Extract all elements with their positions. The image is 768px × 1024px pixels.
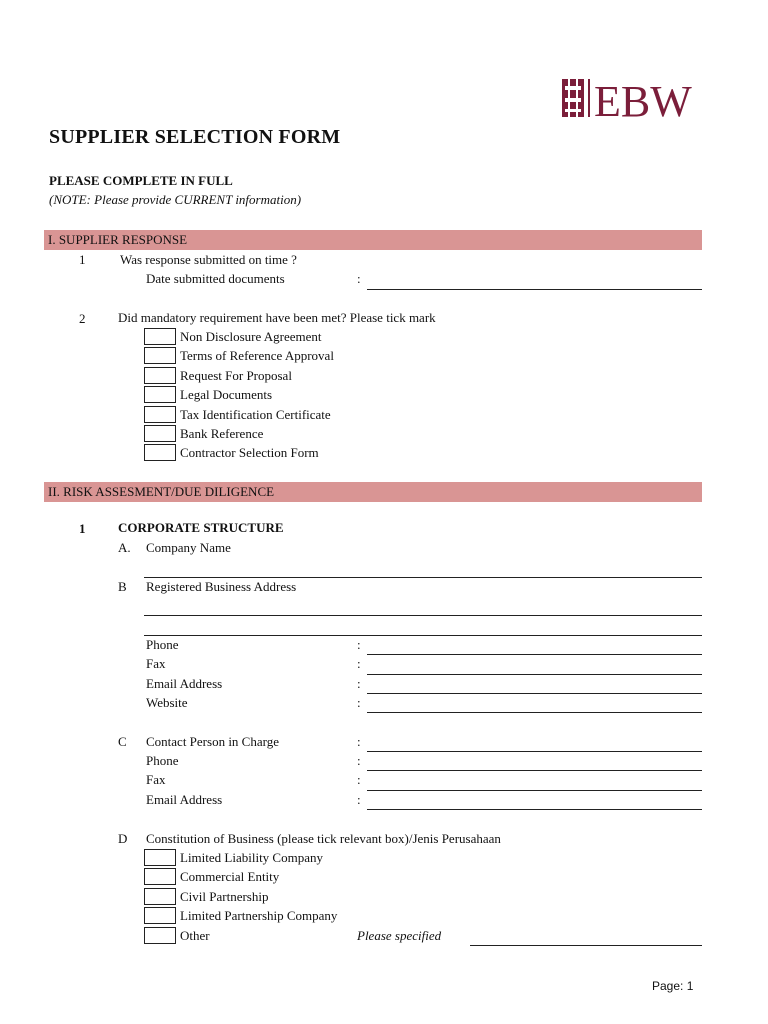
checklist-label: Request For Proposal [180,368,292,383]
section-header-supplier-response [44,230,702,250]
business-phone-field[interactable] [367,654,702,655]
field-label-company-name: Company Name [146,540,231,555]
checklist-label: Legal Documents [180,387,273,402]
colon: : [357,271,361,286]
date-submitted-field[interactable] [367,289,702,290]
checkbox[interactable] [144,425,176,442]
question-number: 2 [79,311,86,326]
field-label-contact-email: Email Address [146,792,223,807]
checkbox[interactable] [144,888,176,905]
checklist-label: Commercial Entity [180,869,280,884]
contact-email-field[interactable] [367,809,702,810]
contact-fax-field[interactable] [367,790,702,791]
field-label-constitution: Constitution of Business (please tick relevant box)/Jenis Perusahaan [146,831,501,846]
field-label-date-submitted: Date submitted documents [146,271,285,286]
website-field[interactable] [367,712,702,713]
checklist-label: Non Disclosure Agreement [180,329,322,344]
ebw-logo-mark [562,76,698,120]
item-letter: D [118,831,128,846]
checkbox[interactable] [144,347,176,364]
colon: : [357,637,361,652]
field-label-website: Website [146,695,188,710]
question-text: Was response submitted on time ? [120,252,297,267]
page-number: Page: 1 [652,979,694,993]
checkbox[interactable] [144,386,176,403]
checkbox[interactable] [144,406,176,423]
checkbox[interactable] [144,927,176,944]
registered-address-field[interactable] [144,615,702,616]
checkbox[interactable] [144,907,176,924]
checklist-label: Bank Reference [180,426,264,441]
section-title: II. RISK ASSESMENT/DUE DILIGENCE [48,484,275,499]
contact-person-field[interactable] [367,751,702,752]
checkbox[interactable] [144,328,176,345]
item-letter: A. [118,540,131,555]
field-label-contact-fax: Fax [146,772,166,787]
registered-address-field-2[interactable] [144,635,702,636]
business-email-field[interactable] [367,693,702,694]
page-title: SUPPLIER SELECTION FORM [49,126,341,148]
business-fax-field[interactable] [367,674,702,675]
item-letter: C [118,734,127,749]
checklist-label: Other [180,928,210,943]
colon: : [357,792,361,807]
field-label-contact-phone: Phone [146,753,179,768]
company-name-field[interactable] [144,577,702,578]
logo-text: EBW [594,77,692,120]
field-label-fax: Fax [146,656,166,671]
colon: : [357,676,361,691]
field-label-contact-person: Contact Person in Charge [146,734,279,749]
colon: : [357,734,361,749]
checkbox[interactable] [144,444,176,461]
company-logo [562,76,698,125]
field-label-registered-address: Registered Business Address [146,579,297,594]
colon: : [357,753,361,768]
field-label-phone: Phone [146,637,179,652]
item-letter: B [118,579,127,594]
checkbox[interactable] [144,367,176,384]
colon: : [357,695,361,710]
checklist-label: Contractor Selection Form [180,445,319,460]
instructions-heading: PLEASE COMPLETE IN FULL [49,173,233,188]
checklist-label: Terms of Reference Approval [180,348,334,363]
checklist-label: Limited Partnership Company [180,908,338,923]
section-title: I. SUPPLIER RESPONSE [48,232,188,247]
checklist-label: Tax Identification Certificate [180,407,331,422]
contact-phone-field[interactable] [367,770,702,771]
other-specify-field[interactable] [470,945,702,946]
subsection-heading: CORPORATE STRUCTURE [118,520,284,535]
checkbox[interactable] [144,868,176,885]
question-text: Did mandatory requirement have been met? Please tick mark [118,310,436,325]
instructions-note: (NOTE: Please provide CURRENT information) [49,192,302,207]
colon: : [357,656,361,671]
checklist-label: Limited Liability Company [180,850,323,865]
other-specify-hint: Please specified [357,928,442,943]
colon: : [357,772,361,787]
section-header-risk-assessment [44,482,702,502]
checkbox[interactable] [144,849,176,866]
subsection-number: 1 [79,521,86,536]
field-label-email: Email Address [146,676,223,691]
question-number: 1 [79,252,86,267]
checklist-label: Civil Partnership [180,889,269,904]
